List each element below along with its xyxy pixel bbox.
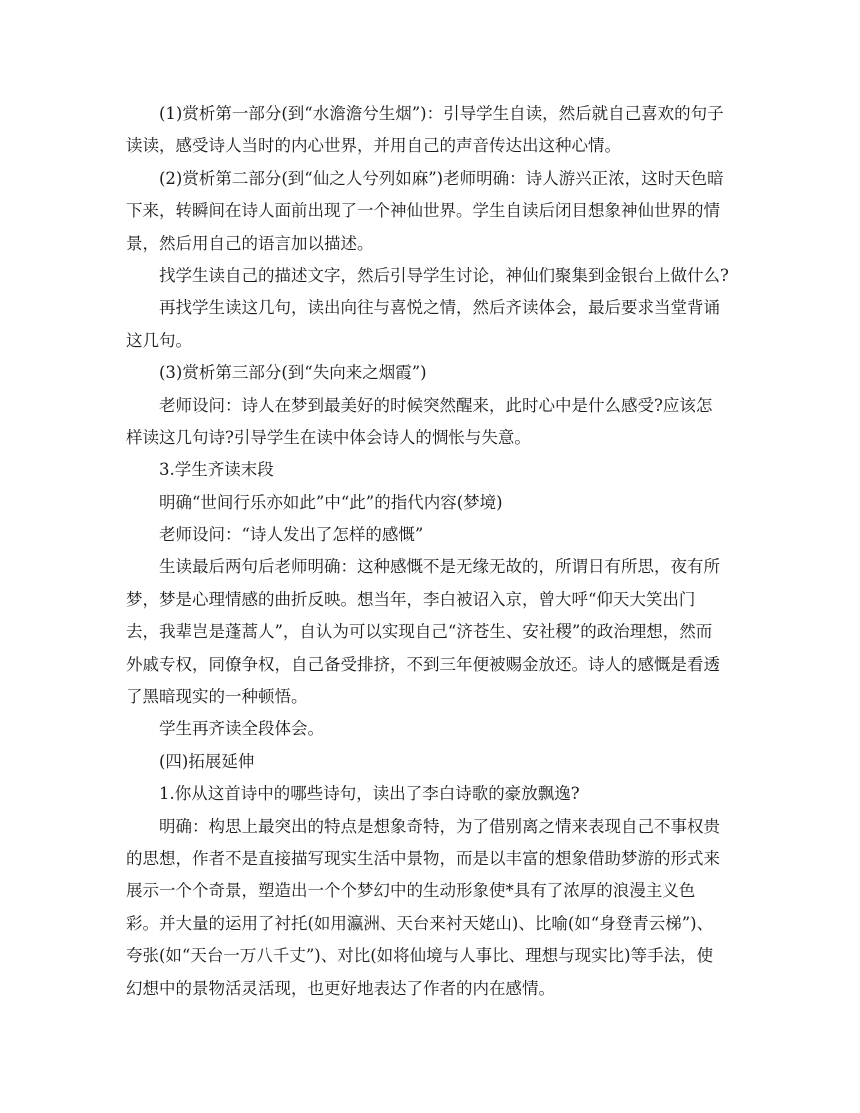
text-line: 的思想，作者不是直接描写现实生活中景物，而是以丰富的想象借助梦游的形式来 bbox=[126, 848, 720, 868]
text-line: 展示一个个奇景，塑造出一个个梦幻中的生动形象使*具有了浓厚的浪漫主义色 bbox=[126, 881, 696, 901]
text-line: 了黑暗现实的一种顿悟。 bbox=[126, 687, 308, 707]
text-line: 老师设问：诗人在梦到最美好的时候突然醒来，此时心中是什么感受?应该怎 bbox=[159, 395, 713, 415]
text-line: 3.学生齐读末段 bbox=[159, 460, 274, 480]
text-line: 彩。并大量的运用了衬托(如用瀛洲、天台来衬天姥山)、比喻(如“身登青云梯”)、 bbox=[126, 913, 714, 933]
text-line: (3)赏析第三部分(到“失向来之烟霞”) bbox=[159, 363, 427, 383]
text-line: 去，我辈岂是蓬蒿人”，自认为可以实现自己“济苍生、安社稷”的政治理想，然而 bbox=[126, 622, 713, 642]
text-line: 再找学生读这几句，读出向往与喜悦之情，然后齐读体会，最后要求当堂背诵 bbox=[159, 298, 720, 318]
text-line: 样读这几句诗?引导学生在读中体会诗人的惆怅与失意。 bbox=[126, 427, 531, 447]
text-line: (1)赏析第一部分(到“水澹澹兮生烟”)：引导学生自读，然后就自己喜欢的句子 bbox=[159, 104, 724, 123]
text-line: 找学生读自己的描述文字，然后引导学生讨论，神仙们聚集到金银台上做什么? bbox=[159, 265, 729, 285]
text-line: 这几句。 bbox=[126, 330, 192, 350]
text-line: (四)拓展延伸 bbox=[159, 751, 255, 771]
text-line: 老师设问：“诗人发出了怎样的感慨” bbox=[159, 525, 424, 545]
text-line: 夸张(如“天台一万八千丈”)、对比(如将仙境与人事比、理想与现实比)等手法，使 bbox=[126, 946, 714, 966]
text-line: 明确“世间行乐亦如此”中“此”的指代内容(梦境) bbox=[159, 492, 503, 512]
text-line: 幻想中的景物活灵活现，也更好地表达了作者的内在感情。 bbox=[126, 978, 555, 998]
text-line: 下来，转瞬间在诗人面前出现了一个神仙世界。学生自读后闭目想象神仙世界的情 bbox=[126, 201, 720, 221]
text-line: 生读最后两句后老师明确：这种感慨不是无缘无故的，所谓日有所思，夜有所 bbox=[159, 557, 720, 577]
text-line: 明确：构思上最突出的特点是想象奇特，为了借别离之情来表现自己不事权贵 bbox=[159, 816, 720, 836]
text-line: 景，然后用自己的语言加以描述。 bbox=[126, 233, 374, 253]
document-body bbox=[126, 98, 742, 1005]
text-line: 外戚专权，同僚争权，自己备受排挤，不到三年便被赐金放还。诗人的感慨是看透 bbox=[126, 654, 720, 674]
text-line: 1.你从这首诗中的哪些诗句，读出了李白诗歌的豪放飘逸? bbox=[159, 784, 580, 804]
text-line: 学生再齐读全段体会。 bbox=[159, 719, 324, 739]
text-line: (2)赏析第二部分(到“仙之人兮列如麻”)老师明确：诗人游兴正浓，这时天色暗 bbox=[159, 168, 724, 188]
text-line: 读读，感受诗人当时的内心世界，并用自己的声音传达出这种心情。 bbox=[126, 136, 621, 156]
text-line: 梦，梦是心理情感的曲折反映。想当年，李白被诏入京，曾大呼“仰天大笑出门 bbox=[126, 589, 696, 609]
